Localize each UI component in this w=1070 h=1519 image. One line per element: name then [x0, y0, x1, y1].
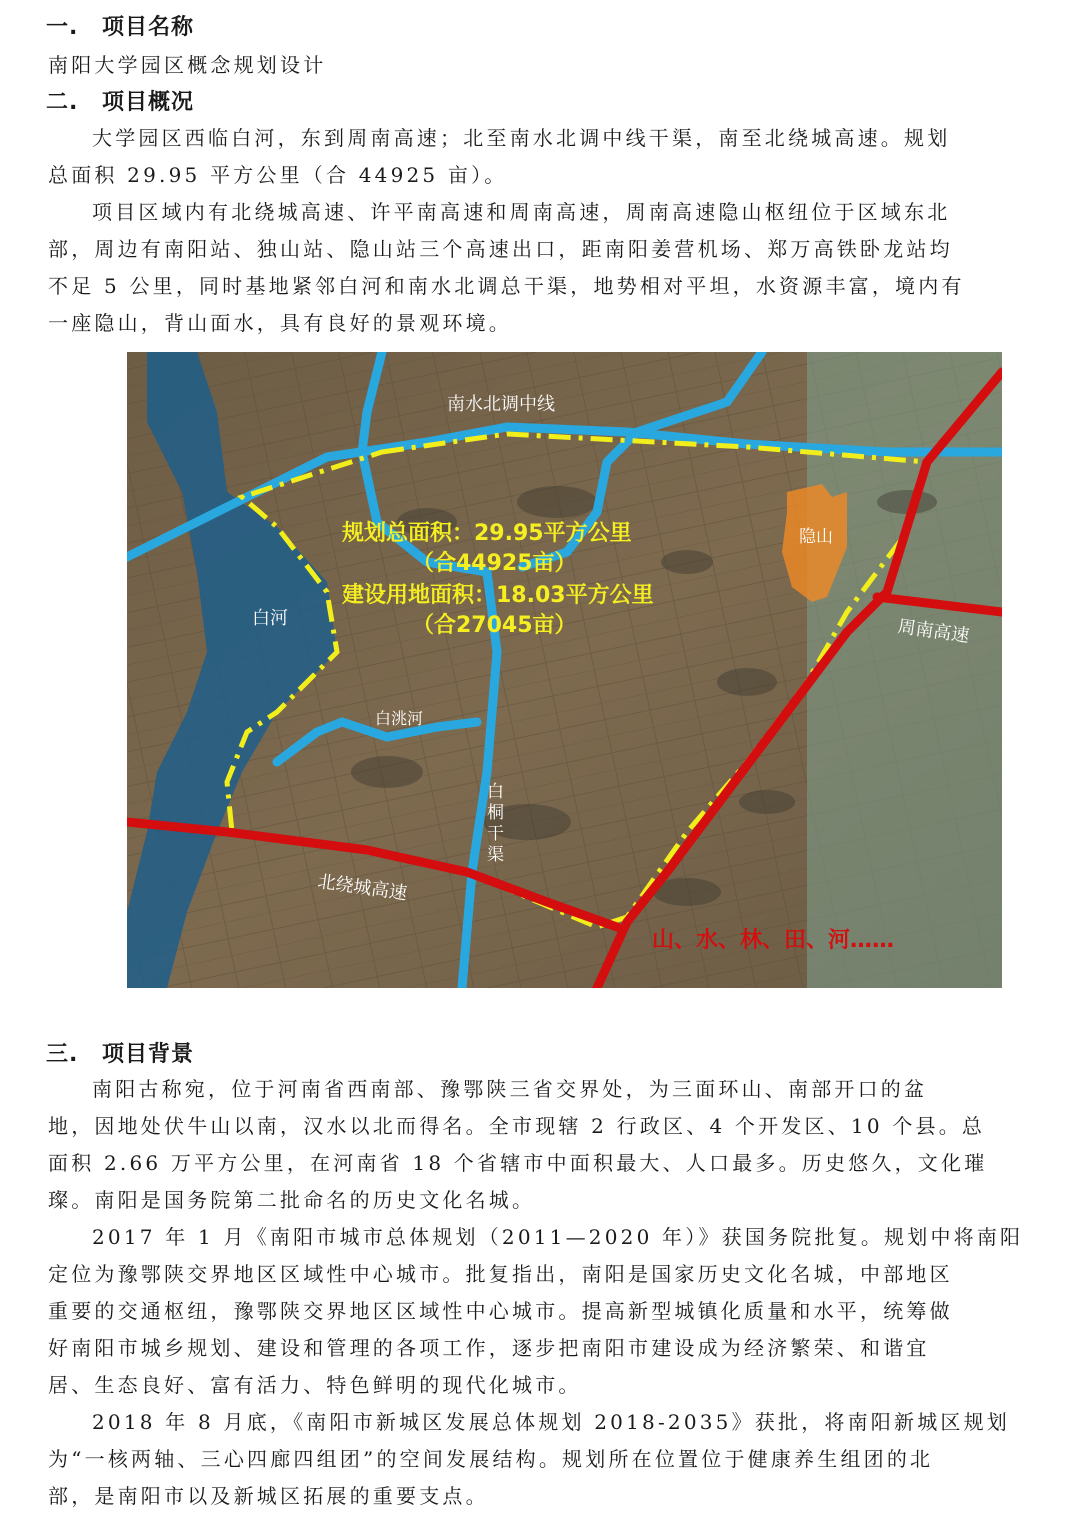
label-river: 白河: [252, 608, 288, 629]
section2-number: 二.: [46, 90, 79, 115]
background-line: 定位为豫鄂陕交界地区区域性中心城市。批复指出，南阳是国家历史文化名城，中部地区: [48, 1262, 953, 1286]
overview-line: 大学园区西临白河，东到周南高速；北至南水北调中线干渠，南至北绕城高速。规划: [92, 126, 951, 150]
overview-line: 一座隐山，背山面水，具有良好的景观环境。: [48, 311, 512, 335]
label-river-bai-tao: 白洮河: [375, 709, 424, 728]
background-line: 璨。南阳是国务院第二批命名的历史文化名城。: [48, 1188, 536, 1212]
label-mountain: 隐山: [799, 527, 833, 547]
section1-heading: [46, 10, 194, 41]
project-name: 南阳大学园区概念规划设计: [48, 53, 327, 77]
label-area-build: 建设用地面积：18.03平方公里: [342, 583, 654, 608]
background-line: 为“一核两轴、三心四廊四组团”的空间发展结构。规划所在位置位于健康养生组团的北: [48, 1447, 934, 1471]
background-line: 好南阳市城乡规划、建设和管理的各项工作，逐步把南阳市建设成为经济繁荣、和谐宜: [48, 1336, 930, 1360]
section3-title: 项目背景: [102, 1042, 195, 1067]
section1-title: 项目名称: [102, 15, 195, 40]
overview-line: 不足 5 公里，同时基地紧邻白河和南水北调总干渠，地势相对平坦，水资源丰富，境内有: [48, 274, 965, 298]
background-line: 部，是南阳市以及新城区拓展的重要支点。: [48, 1484, 489, 1508]
background-line: 重要的交通枢纽，豫鄂陕交界地区区域性中心城市。提高新型城镇化质量和水平，统筹做: [48, 1299, 953, 1323]
label-tongqu: 渠: [487, 845, 504, 865]
label-tongqu: 白: [487, 782, 504, 802]
section3-heading: [46, 1037, 194, 1068]
label-highway-east: 周南高速: [896, 616, 971, 647]
section2-title: 项目概况: [102, 90, 195, 115]
label-area-total-mu: （合44925亩）: [412, 551, 577, 576]
site-map: [127, 352, 1002, 988]
label-highway-south: 北绕城高速: [316, 871, 409, 905]
label-tongqu: 桐: [487, 803, 504, 823]
label-area-total: 规划总面积：29.95平方公里: [342, 521, 632, 546]
label-canal: 南水北调中线: [447, 394, 555, 415]
label-area-build-mu: （合27045亩）: [412, 613, 577, 638]
label-slogan: 山、水、林、田、河……: [652, 928, 895, 953]
overview-line: 项目区域内有北绕城高速、许平南高速和周南高速，周南高速隐山枢纽位于区域东北: [92, 200, 951, 224]
background-line: 2018 年 8 月底，《南阳市新城区发展总体规划 2018-2035》获批，将南阳新城区规划: [92, 1410, 1011, 1434]
background-line: 南阳古称宛，位于河南省西南部、豫鄂陕三省交界处，为三面环山、南部开口的盆: [92, 1077, 928, 1101]
background-line: 2017 年 1 月《南阳市城市总体规划（2011—2020 年）》获国务院批复。规划中将南阳: [92, 1225, 1024, 1249]
background-line: 居、生态良好、富有活力、特色鲜明的现代化城市。: [48, 1373, 582, 1397]
label-tongqu: 干: [487, 824, 504, 844]
background-line: 面积 2.66 万平方公里，在河南省 18 个省辖市中面积最大、人口最多。历史悠久，文化璀: [48, 1151, 988, 1175]
section3-number: 三.: [46, 1042, 79, 1067]
overview-line: 总面积 29.95 平方公里（合 44925 亩）。: [48, 163, 508, 187]
background-line: 地，因地处伏牛山以南，汉水以北而得名。全市现辖 2 行政区、4 个开发区、10 个县。总: [48, 1114, 986, 1138]
overview-line: 部，周边有南阳站、独山站、隐山站三个高速出口，距南阳姜营机场、郑万高铁卧龙站均: [48, 237, 953, 261]
section2-heading: [46, 85, 194, 116]
section1-number: 一.: [46, 15, 79, 40]
